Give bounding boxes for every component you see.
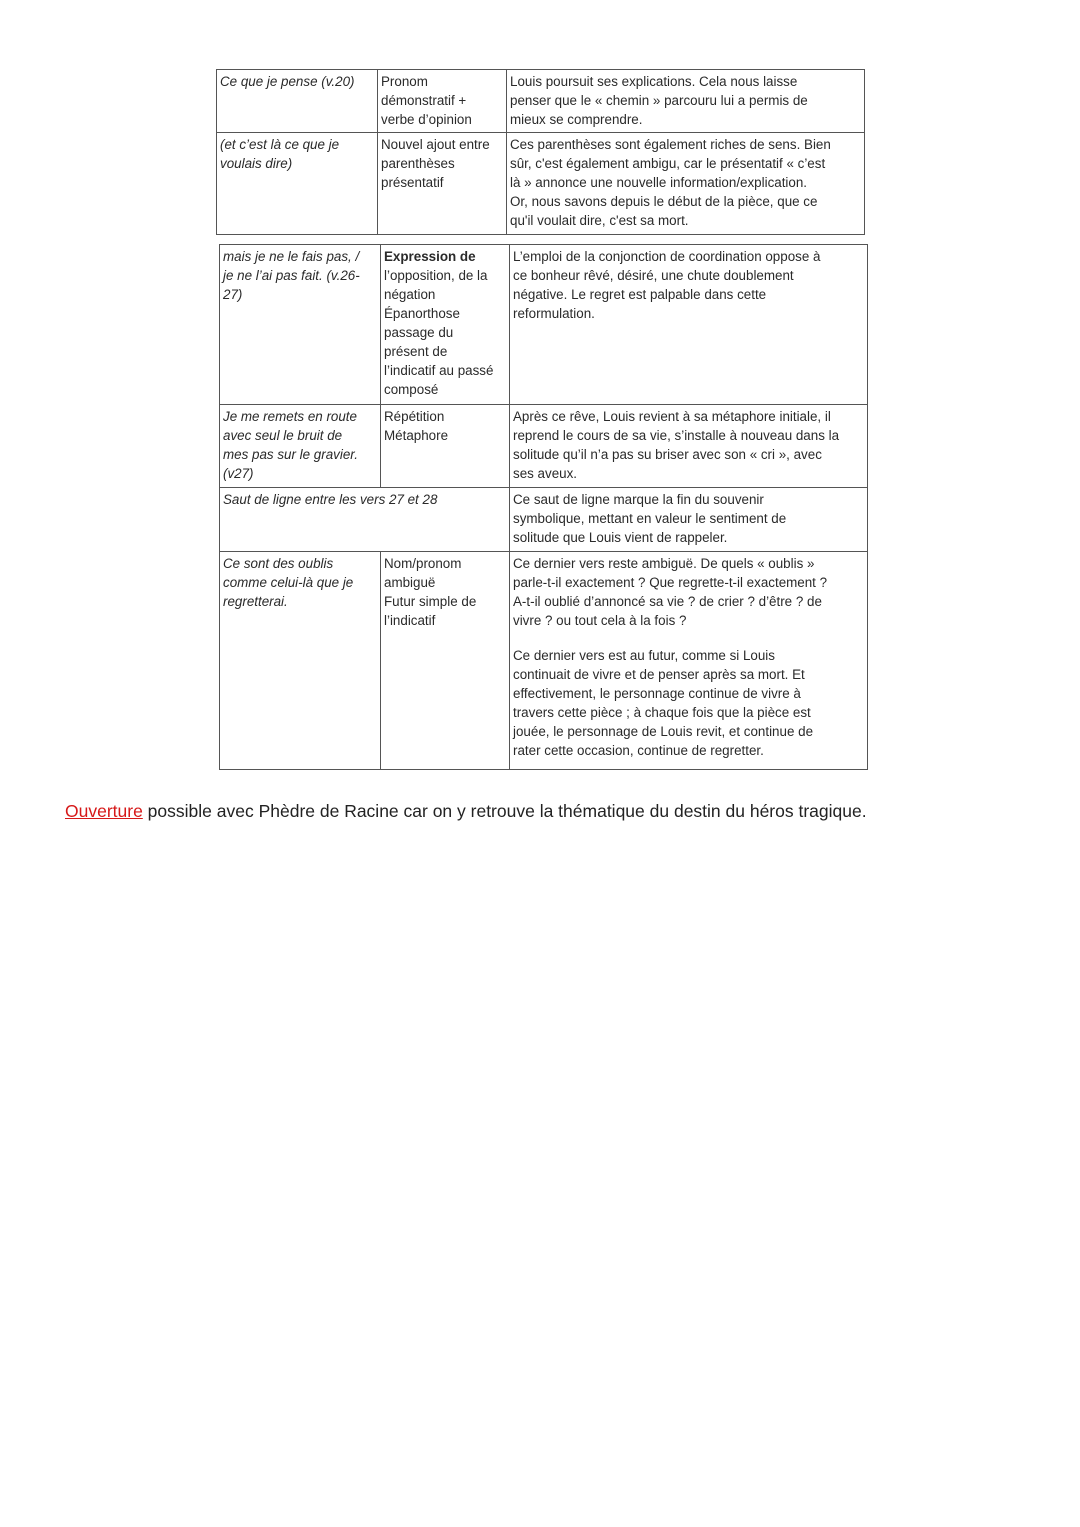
- procede-cell: Nouvel ajout entre parenthèses présentatif: [378, 133, 507, 235]
- table-row: [217, 133, 865, 235]
- table-row: [220, 488, 868, 552]
- table-row: [220, 405, 868, 488]
- table-row: [217, 70, 865, 133]
- interpretation-cell: Ce saut de ligne marque la fin du souvenir symbolique, mettant en valeur le sentiment de solitude que Louis vient de rappeler.: [510, 488, 868, 552]
- ouverture-paragraph: [65, 801, 867, 822]
- interpretation-cell: Louis poursuit ses explications. Cela nous laisse penser que le « chemin » parcouru lui a permis de mieux se comprendre.: [507, 70, 865, 133]
- procede-cell: Répétition Métaphore: [381, 405, 510, 488]
- interpretation-cell: Ce dernier vers reste ambiguë. De quels « oublis » parle-t-il exactement ? Que regrette-t-il exactement ? A-t-il oublié d’annoncé sa vie ? de crier ? d’être ? de vivre ? ou tout cela à la fois ? Ce dernier vers est au futur, comme si Louis continuait de vivre et de penser après sa mort. Et effectivement, le personnage continue de vivre à travers cette pièce ; à chaque fois que la pièce est jouée, le personnage de Louis revit, et continue de rater cette occasion, continue de regretter.: [510, 552, 868, 770]
- table-row: [220, 245, 868, 405]
- procede-cell: Nom/pronom ambiguë Futur simple de l’indicatif: [381, 552, 510, 770]
- procede-cell: Expression de l’opposition, de la négation Épanorthose passage du présent de l’indicatif au passé composé: [381, 245, 510, 405]
- citation-cell: Saut de ligne entre les vers 27 et 28: [220, 488, 510, 552]
- table-row: [220, 552, 868, 770]
- interpretation-cell: Après ce rêve, Louis revient à sa métaphore initiale, il reprend le cours de sa vie, s’installe à nouveau dans la solitude qu’il n’a pas su briser avec son « cri », avec ses aveux.: [510, 405, 868, 488]
- citation-cell: Ce que je pense (v.20): [217, 70, 378, 133]
- paragraph-gap: [513, 630, 864, 646]
- citation-cell: mais je ne le fais pas, / je ne l’ai pas fait. (v.26- 27): [220, 245, 381, 405]
- interpretation-cell: Ces parenthèses sont également riches de sens. Bien sûr, c'est également ambigu, car le présentatif « c’est là » annonce une nouvelle information/explication. Or, nous savons depuis le début de la pièce, que ce qu'il voulait dire, c'est sa mort.: [507, 133, 865, 235]
- analysis-table-part2: [219, 244, 867, 770]
- citation-cell: Ce sont des oublis comme celui-là que je regretterai.: [220, 552, 381, 770]
- citation-cell: (et c’est là ce que je voulais dire): [217, 133, 378, 235]
- interpretation-cell: L’emploi de la conjonction de coordination oppose à ce bonheur rêvé, désiré, une chute doublement négative. Le regret est palpable dans cette reformulation.: [510, 245, 868, 405]
- ouverture-label: Ouverture: [65, 801, 143, 821]
- ouverture-text: possible avec Phèdre de Racine car on y retrouve la thématique du destin du héros tragique.: [142, 801, 867, 821]
- analysis-table-part1: [216, 69, 864, 235]
- citation-cell: Je me remets en route avec seul le bruit de mes pas sur le gravier. (v27): [220, 405, 381, 488]
- procede-cell: Pronom démonstratif + verbe d’opinion: [378, 70, 507, 133]
